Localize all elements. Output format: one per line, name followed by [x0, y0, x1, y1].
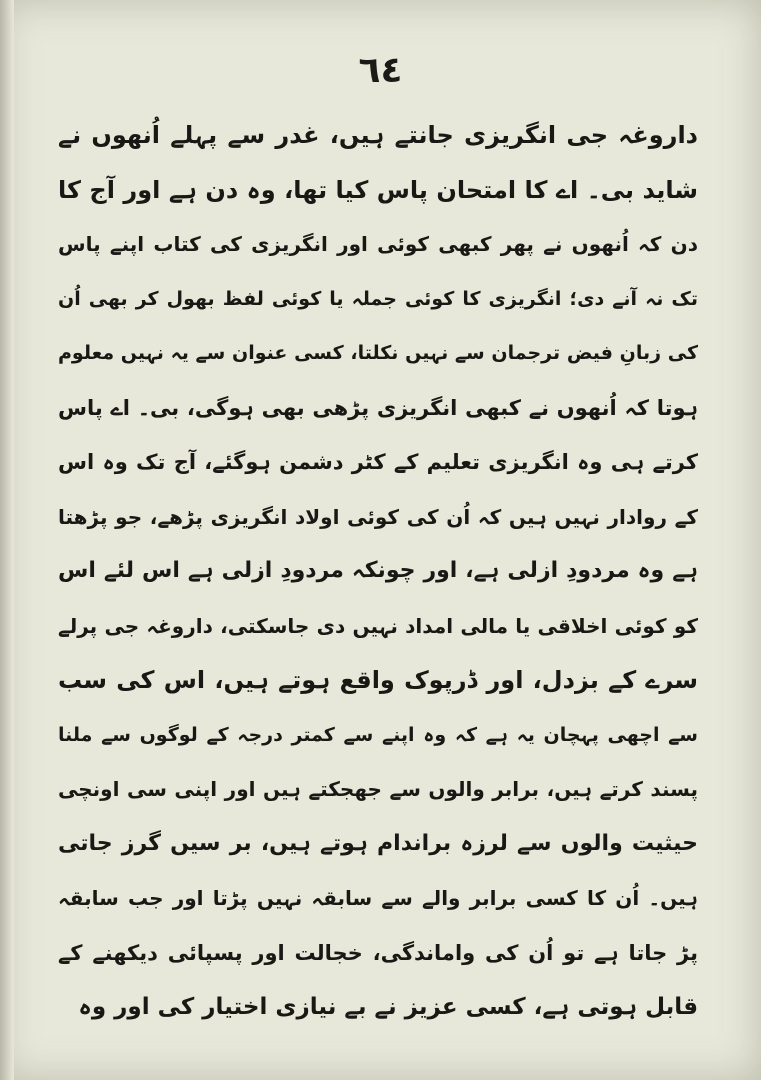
page-number: ٦٤ — [358, 50, 403, 91]
text-line: داروغہ جی انگریزی جانتے ہیں، غدر سے پہلے اُنھوں نے — [58, 121, 698, 149]
text-line: پسند کرتے ہیں، برابر والوں سے جھجکتے ہیں اور اپنی سی اونچی — [58, 777, 698, 801]
body-text — [58, 108, 698, 1035]
text-line: کے روادار نہیں ہیں کہ اُن کی کوئی اولاد انگریزی پڑھے، جو پڑھتا — [58, 504, 698, 529]
text-line: پڑ جاتا ہے تو اُن کی واماندگی، خجالت اور پسپائی دیکھنے کے — [58, 940, 698, 965]
text-line: شاید بی۔ اے کا امتحان پاس کیا تھا، وہ دن ہے اور آج کا — [58, 175, 698, 204]
text-line: کی زبانِ فیض ترجمان سے نہیں نکلتا، کسی عنوان سے یہ نہیں معلوم — [58, 342, 698, 364]
text-line: سے اچھی پہچان یہ ہے کہ وہ اپنے سے کمتر درجہ کے لوگوں سے ملنا — [58, 723, 698, 746]
text-line: ہیں۔ اُن کا کسی برابر والے سے سابقہ نہیں پڑتا اور جب سابقہ — [58, 886, 698, 910]
text-line: قابل ہوتی ہے، کسی عزیز نے بے نیازی اختیار کی اور وہ — [78, 994, 698, 1020]
text-line: کرتے ہی وہ انگریزی تعلیم کے کٹر دشمن ہوگئے، آج تک وہ اس — [58, 450, 698, 474]
text-line: سرے کے بزدل، اور ڈرپوک واقع ہوتے ہیں، اس کی سب — [58, 666, 698, 694]
text-line: ہوتا کہ اُنھوں نے کبھی انگریزی پڑھی بھی ہوگی، بی۔ اے پاس — [58, 395, 698, 420]
text-line: حیثیت والوں سے لرزہ براندام ہوتے ہیں، بر سیں گرز جاتی — [58, 830, 698, 856]
text-line: ہے وہ مردودِ ازلی ہے، اور چونکہ مردودِ ازلی ہے اس لئے اس — [58, 558, 698, 583]
text-line: کو کوئی اخلاقی یا مالی امداد نہیں دی جاسکتی، داروغہ جی پرلے — [58, 613, 698, 638]
page-binding-edge — [0, 0, 14, 1080]
text-line: دن کہ اُنھوں نے پھر کبھی کوئی اور انگریزی کی کتاب اپنے پاس — [58, 232, 698, 256]
text-line: تک نہ آنے دی؛ انگریزی کا کوئی جملہ یا کوئی لفظ بھول کر بھی اُن — [58, 287, 698, 310]
